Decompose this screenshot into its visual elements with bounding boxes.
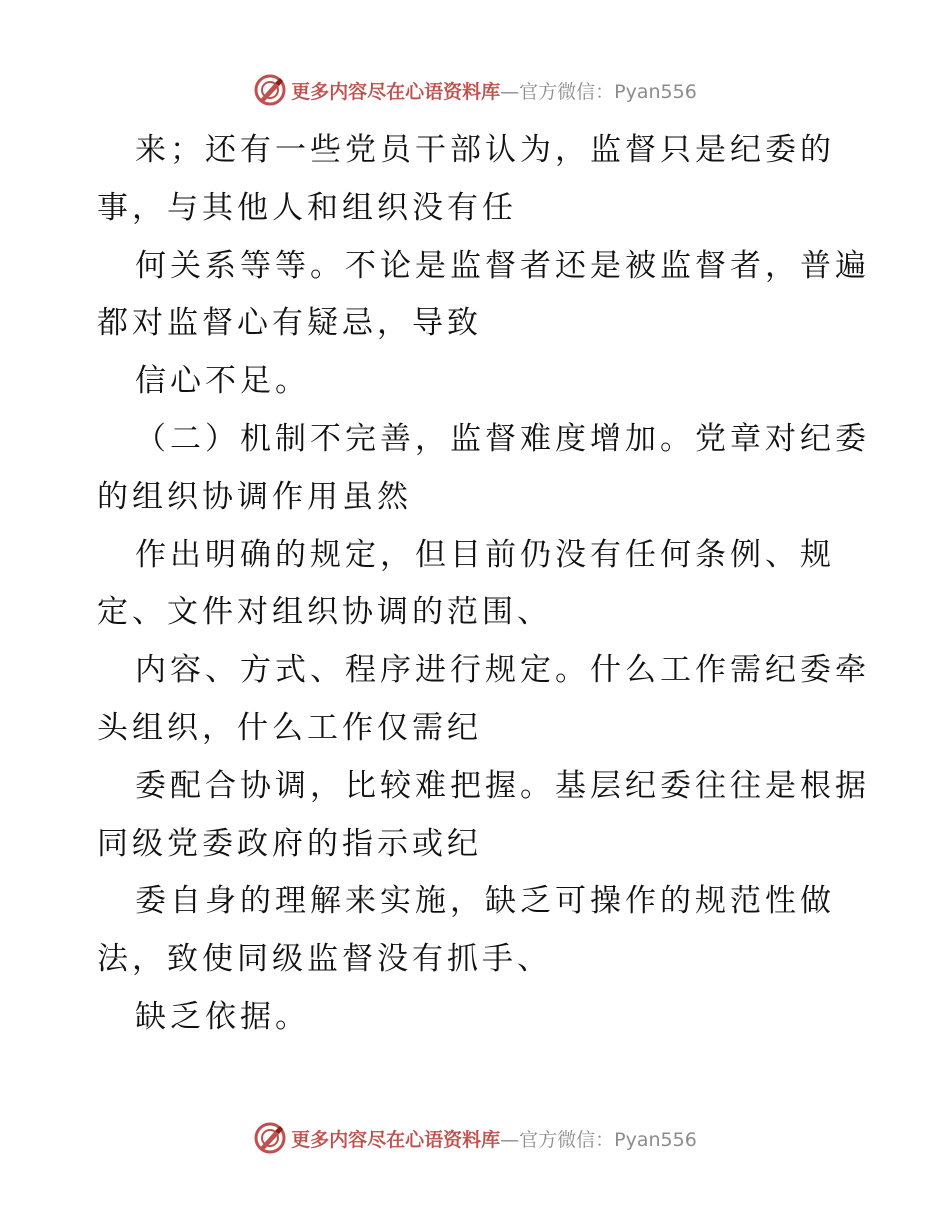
watermark-content xyxy=(253,73,697,107)
text-line: 何关系等等。不论是监督者还是被监督者，普遍 xyxy=(135,247,870,284)
text-line: 委自身的理解来实施，缺乏可操作的规范性做 xyxy=(135,883,835,920)
pen-circle-logo-icon xyxy=(253,1121,287,1155)
text-line: 内容、方式、程序进行规定。什么工作需纪委牵 xyxy=(135,652,870,689)
pen-circle-logo-icon xyxy=(253,73,287,107)
watermark-red-text: 更多内容尽在心语资料库 xyxy=(291,80,501,103)
text-line: 定、文件对组织协调的范围、 xyxy=(97,594,552,631)
text-line: 都对监督心有疑忌，导致 xyxy=(97,305,482,342)
header-watermark xyxy=(0,70,950,110)
watermark-content xyxy=(253,1121,697,1155)
watermark-red-text: 更多内容尽在心语资料库 xyxy=(291,1128,501,1151)
text-line: 事，与其他人和组织没有任 xyxy=(97,189,517,226)
watermark-gray-text: —官方微信：Pyan556 xyxy=(500,1128,697,1151)
document-body xyxy=(97,122,870,1047)
text-line: 缺乏依据。 xyxy=(135,998,310,1035)
watermark-gray-text: —官方微信：Pyan556 xyxy=(500,80,697,103)
text-line: 法，致使同级监督没有抓手、 xyxy=(97,941,552,978)
text-line: 委配合协调，比较难把握。基层纪委往往是根据 xyxy=(135,767,870,804)
footer-watermark xyxy=(0,1118,950,1158)
text-line: 来；还有一些党员干部认为，监督只是纪委的 xyxy=(135,132,835,168)
text-line: 头组织，什么工作仅需纪 xyxy=(97,709,482,746)
text-line: 同级党委政府的指示或纪 xyxy=(97,825,482,862)
text-line: 作出明确的规定，但目前仍没有任何条例、规 xyxy=(135,536,835,573)
text-line: 的组织协调作用虽然 xyxy=(97,478,412,515)
text-line: 信心不足。 xyxy=(135,363,310,400)
text-line: （二）机制不完善，监督难度增加。党章对纪委 xyxy=(135,420,870,457)
